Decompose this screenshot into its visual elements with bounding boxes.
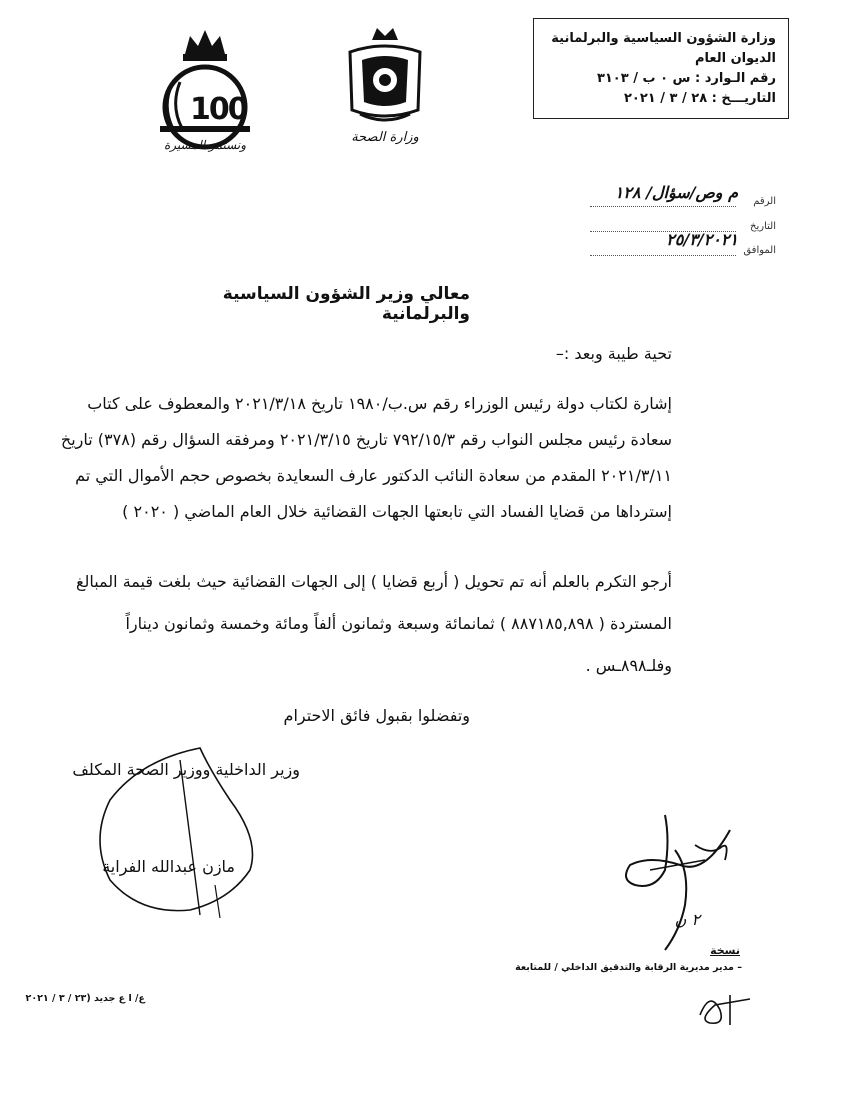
signatory-title: وزير الداخلية ووزير الصحة المكلف [72, 760, 300, 779]
coat-of-arms-icon [340, 22, 430, 127]
footer-file-ref: ع/ ا ع جديد (٢٣ / ٣ / ٢٠٢١ [25, 993, 145, 1004]
stamp-incoming-number: رقم الـوارد : س ٠ ب / ٣١٠٣ [596, 71, 776, 86]
paragraph-1-line: ٢٠٢١/٣/١١ المقدم من سعادة النائب الدكتور عارف السعايدة بخصوص حجم الأموال التي تم [75, 466, 672, 485]
ref-number-line [590, 206, 736, 207]
centennial-slogan: ونستمر المسيرة [164, 138, 246, 152]
ministry-emblem [340, 22, 430, 157]
greeting: تحية طيبة وبعد :– [555, 344, 672, 363]
paragraph-1-line: إشارة لكتاب دولة رئيس الوزراء رقم س.ب/١٩٨٠ تاريخ ٢٠٢١/٣/١٨ والمعطوف على كتاب [87, 394, 672, 413]
incoming-stamp [533, 18, 789, 119]
paragraph-1 [60, 386, 672, 530]
ref-corresponding-line [590, 255, 736, 256]
addressee: معالي وزير الشؤون السياسية والبرلمانية [222, 284, 470, 324]
stamp-incoming-date: التاريـــخ : ٢٨ / ٣ / ٢٠٢١ [623, 91, 776, 106]
ref-corresponding-label: الموافق [743, 245, 776, 256]
paragraph-2-line: وفلـ٨٩٨ـس . [585, 656, 672, 675]
stamp-department: الديوان العام [694, 51, 776, 66]
centennial-logo [150, 22, 260, 162]
paragraph-1-line: إسترداها من قضايا الفساد التي تابعتها الجهات القضائية خلال العام الماضي ( ٢٠٢٠ ) [122, 502, 672, 521]
signature-scribble [80, 740, 300, 930]
paragraph-2-line: أرجو التكرم بالعلم أنه تم تحويل ( أربع قضايا ) إلى الجهات القضائية حيث بلغت قيمة المبالغ [75, 572, 672, 591]
ref-number-label: الرقم [753, 196, 776, 207]
paragraph-2-line: المستردة ( ٨٨٧١٨٥,٨٩٨ ) ثمانمائة وسبعة وثمانون ألفاً ومائة وخمسة وثمانون ديناراً [125, 614, 672, 633]
copy-label: نسخة [710, 944, 740, 957]
paraph-scribble [690, 985, 760, 1030]
initials: ٢ ن [674, 910, 700, 929]
paragraph-1-line: سعادة رئيس مجلس النواب رقم ٧٩٢/١٥/٣ تاريخ ٢٠٢١/٣/١٥ ومرفقه السؤال رقم (٣٧٨) تاريخ [60, 430, 672, 449]
stamp-ministry: وزارة الشؤون السياسية والبرلمانية [551, 31, 776, 46]
paragraph-2 [60, 564, 672, 684]
centennial-number: 100 [190, 92, 247, 127]
closing: وتفضلوا بقبول فائق الاحترام [283, 706, 470, 725]
ref-date-label: التاريخ [750, 221, 776, 232]
handwritten-signature [610, 810, 750, 960]
ref-corresponding-value: ٢٥/٣/٢٠٢١ [666, 230, 738, 249]
copy-recipient: – مدير مديرية الرقابة والتدقيق الداخلي / للمتابعة [515, 962, 742, 973]
ref-number-value: م وص/سؤال/ ١٢٨ [614, 183, 738, 202]
ministry-name: وزارة الصحة [351, 130, 419, 145]
signatory-name: مازن عبدالله الفراية [102, 857, 235, 876]
